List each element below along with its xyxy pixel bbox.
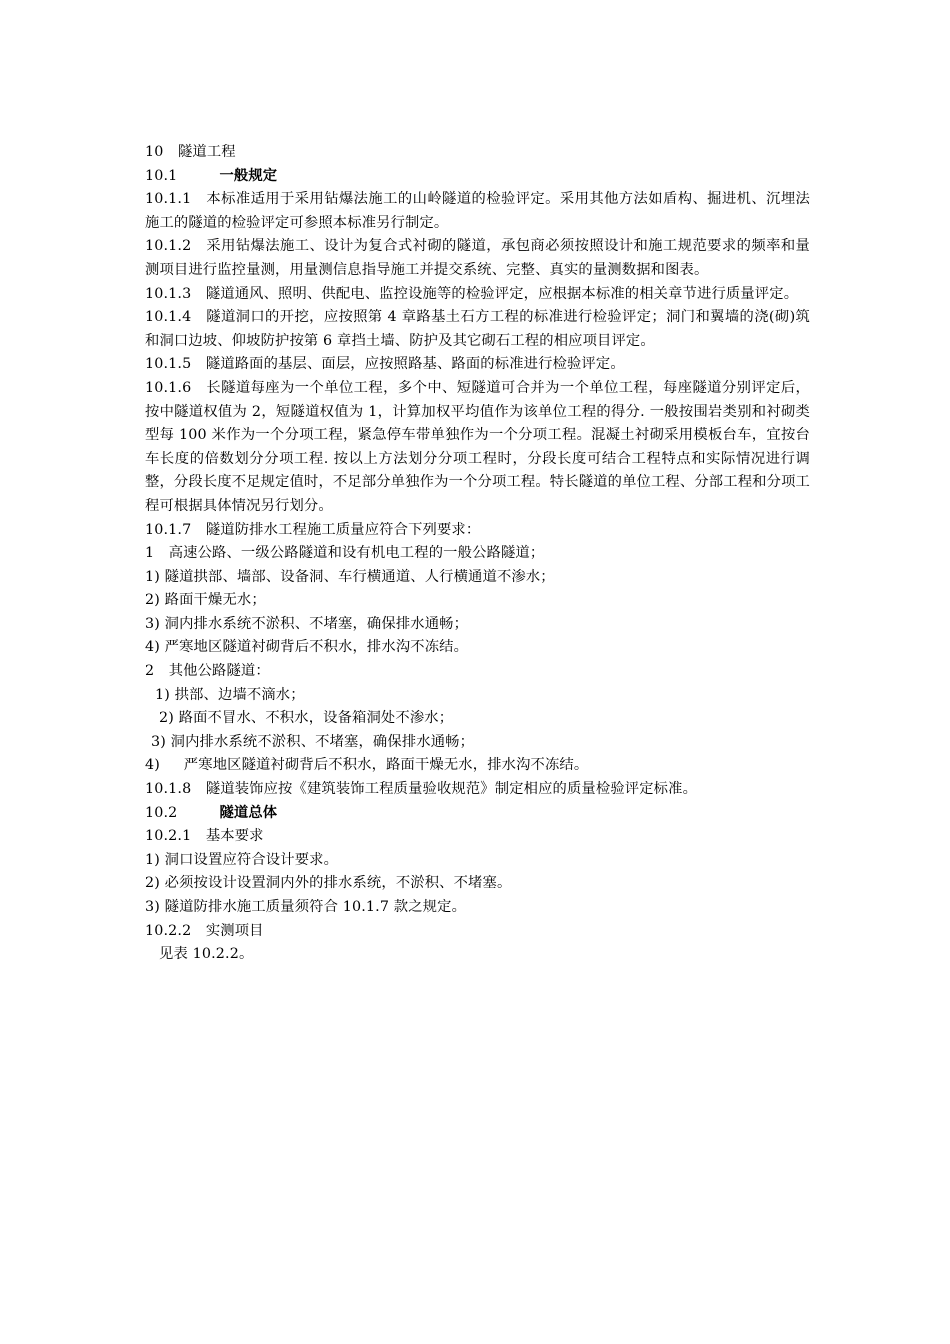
table-reference: 见表 10.2.2。 xyxy=(159,946,254,963)
requirement-2: 2) 必须按设计设置洞内外的排水系统，不淤积、不堵塞。 xyxy=(145,875,512,892)
list-subitem-2-1: 1) 拱部、边墙不滴水； xyxy=(155,686,305,703)
clause-10-2-1: 10.2.1 基本要求 xyxy=(145,828,264,845)
list-subitem-2-3: 3) 洞内排水系统不淤积、不堵塞，确保排水通畅； xyxy=(151,733,475,750)
list-subitem-1-1: 1) 隧道拱部、墙部、设备洞、车行横通道、人行横通道不渗水； xyxy=(145,568,555,585)
section-heading-10-2 xyxy=(145,802,810,826)
list-subitem-1-4: 4) 严寒地区隧道衬砌背后不积水，排水沟不冻结。 xyxy=(145,639,469,656)
requirement-1: 1) 洞口设置应符合设计要求。 xyxy=(145,851,339,868)
list-item-2: 2 其他公路隧道： xyxy=(145,663,270,680)
list-subitem-1-3: 3) 洞内排水系统不淤积、不堵塞，确保排水通畅； xyxy=(145,615,469,632)
section-title: 隧道总体 xyxy=(219,804,278,821)
clause-10-1-1: 10.1.1 本标准适用于采用钻爆法施工的山岭隧道的检验评定。采用其他方法如盾构、掘进机、沉埋法施工的隧道的检验评定可参照本标准另行制定。 xyxy=(145,191,810,231)
list-item-1: 1 高速公路、一级公路隧道和设有机电工程的一般公路隧道； xyxy=(145,545,545,562)
requirement-3: 3) 隧道防排水施工质量须符合 10.1.7 款之规定。 xyxy=(145,899,467,915)
clause-10-1-3: 10.1.3 隧道通风、照明、供配电、监控设施等的检验评定，应根据本标准的相关章节进行质量评定。 xyxy=(145,285,799,302)
clause-10-1-2: 10.1.2 采用钻爆法施工、设计为复合式衬砌的隧道，承包商必须按照设计和施工规范要求的频率和量测项目进行监控量测，用量测信息指导施工并提交系统、完整、真实的量测数据和图表。 xyxy=(145,238,810,278)
list-subitem-1-2: 2) 路面干燥无水； xyxy=(145,592,266,609)
chapter-title: 10 隧道工程 xyxy=(145,144,236,160)
clause-10-1-8: 10.1.8 隧道装饰应按《建筑装饰工程质量验收规范》制定相应的质量检验评定标准。 xyxy=(145,781,698,798)
section-number: 10.1 xyxy=(145,167,178,184)
section-title: 一般规定 xyxy=(219,167,278,184)
clause-10-1-6: 10.1.6 长隧道每座为一个单位工程，多个中、短隧道可合并为一个单位工程，每座隧道分别评定后，按中隧道权值为 2，短隧道权值为 1，计算加权平均值作为该单位工程的得分. 一般按围岩类别和衬砌类型每 100 米作为一个分项工程，紧急停车带单独作为一个分项工程。混凝土衬砌采用模板台车，宜按台车长度的倍数划分分项工程. 按以上方法划分分项工程时，分段长度可结合工程特点和实际情况进行调整，分段长度不足规定值时，不足部分单独作为一个分项工程。特长隧道的单位工程、分部工程和分项工程可根据具体情况另行划分。 xyxy=(145,379,810,514)
section-number: 10.2 xyxy=(145,804,178,821)
document-body xyxy=(145,141,810,967)
clause-10-1-4: 10.1.4 隧道洞口的开挖，应按照第 4 章路基土石方工程的标准进行检验评定；洞门和翼墙的浇(砌)筑和洞口边坡、仰坡防护按第 6 章挡土墙、防护及其它砌石工程的相应项目评定。 xyxy=(145,309,810,349)
section-heading-10-1 xyxy=(145,165,810,189)
clause-10-1-7: 10.1.7 隧道防排水工程施工质量应符合下列要求： xyxy=(145,521,481,538)
clause-10-2-2: 10.2.2 实测项目 xyxy=(145,922,264,939)
list-subitem-2-4: 4) 严寒地区隧道衬砌背后不积水，路面干燥无水，排水沟不冻结。 xyxy=(145,757,589,774)
clause-10-1-5: 10.1.5 隧道路面的基层、面层，应按照路基、路面的标准进行检验评定。 xyxy=(145,356,625,373)
list-subitem-2-2: 2) 路面不冒水、不积水，设备箱洞处不渗水； xyxy=(159,710,454,727)
